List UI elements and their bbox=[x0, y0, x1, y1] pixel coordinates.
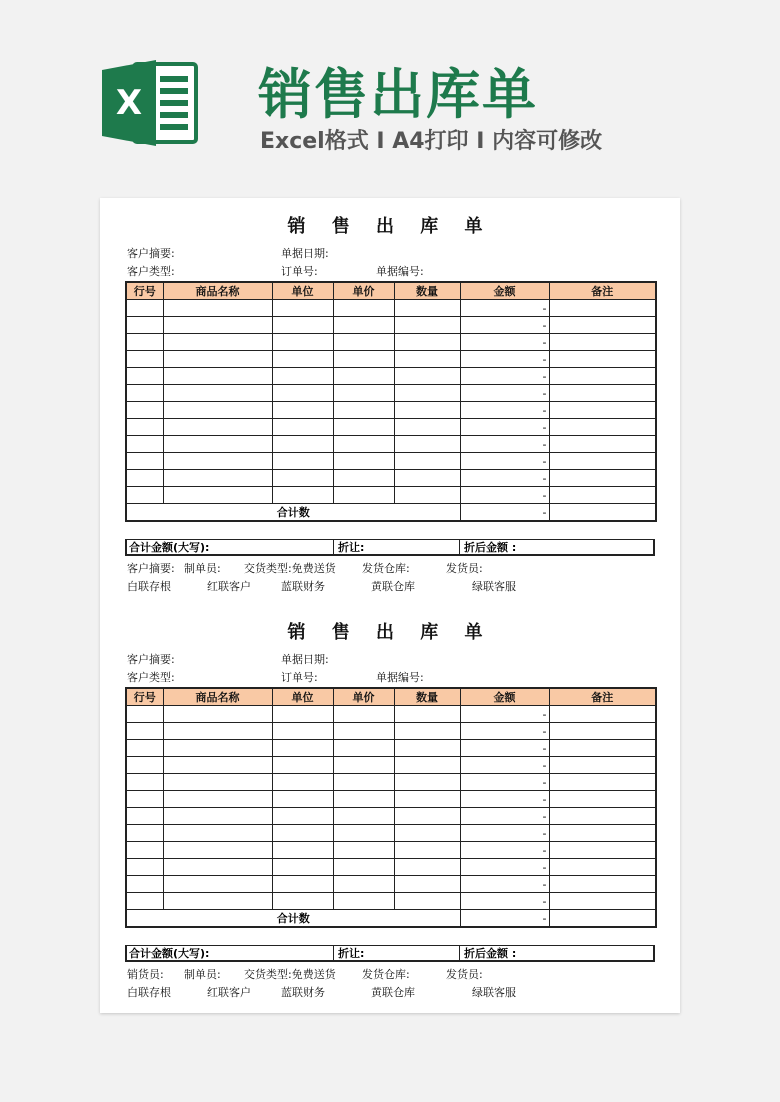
qty-cell[interactable] bbox=[394, 385, 460, 402]
note-cell[interactable] bbox=[549, 791, 656, 808]
table-row bbox=[126, 706, 656, 723]
amount-cell[interactable]: - bbox=[460, 859, 549, 876]
note-cell[interactable] bbox=[549, 706, 656, 723]
amount-cell[interactable]: - bbox=[460, 791, 549, 808]
qty-cell[interactable] bbox=[394, 334, 460, 351]
after-discount-label: 折后金额 : bbox=[464, 541, 517, 554]
note-cell[interactable] bbox=[549, 774, 656, 791]
row-no-cell[interactable] bbox=[126, 893, 163, 910]
qty-cell[interactable] bbox=[394, 723, 460, 740]
col-header: 备注 bbox=[549, 282, 656, 300]
delivery-form-2 bbox=[100, 604, 680, 999]
subtotal-amount: - bbox=[460, 504, 549, 522]
amount-cell[interactable]: - bbox=[460, 757, 549, 774]
col-header: 金额 bbox=[460, 282, 549, 300]
note-cell[interactable] bbox=[549, 842, 656, 859]
price-cell[interactable] bbox=[333, 487, 394, 504]
table-row bbox=[126, 385, 656, 402]
price-cell[interactable] bbox=[333, 385, 394, 402]
subtotal-note bbox=[549, 910, 656, 928]
row-no-cell[interactable] bbox=[126, 842, 163, 859]
product-cell[interactable] bbox=[163, 774, 272, 791]
amount-cell[interactable]: - bbox=[460, 876, 549, 893]
product-cell[interactable] bbox=[163, 419, 272, 436]
warehouse-label: 发货仓库: bbox=[362, 968, 410, 981]
qty-cell[interactable] bbox=[394, 893, 460, 910]
table-row bbox=[126, 453, 656, 470]
table-row bbox=[126, 842, 656, 859]
qty-cell[interactable] bbox=[394, 825, 460, 842]
price-cell[interactable] bbox=[333, 859, 394, 876]
banner-subtitle: Excel格式 I A4打印 I 内容可修改 bbox=[260, 129, 603, 154]
customer-type-label: 客户类型: bbox=[127, 671, 175, 684]
price-cell[interactable] bbox=[333, 436, 394, 453]
col-header: 商品名称 bbox=[163, 282, 272, 300]
product-cell[interactable] bbox=[163, 740, 272, 757]
signature-first-label: 客户摘要: bbox=[127, 562, 175, 575]
row-no-cell[interactable] bbox=[126, 419, 163, 436]
copy-green-label: 绿联客服 bbox=[472, 986, 516, 999]
row-no-cell[interactable] bbox=[126, 808, 163, 825]
price-cell[interactable] bbox=[333, 402, 394, 419]
note-cell[interactable] bbox=[549, 859, 656, 876]
maker-label: 制单员: bbox=[184, 968, 221, 981]
document-date-label: 单据日期: bbox=[281, 247, 329, 260]
subtotal-row bbox=[126, 910, 656, 928]
product-cell[interactable] bbox=[163, 368, 272, 385]
price-cell[interactable] bbox=[333, 300, 394, 317]
qty-cell[interactable] bbox=[394, 436, 460, 453]
subtotal-note bbox=[549, 504, 656, 522]
product-cell[interactable] bbox=[163, 706, 272, 723]
amount-cell[interactable]: - bbox=[460, 419, 549, 436]
amount-cell[interactable]: - bbox=[460, 402, 549, 419]
unit-cell[interactable] bbox=[272, 876, 333, 893]
table-row bbox=[126, 791, 656, 808]
product-cell[interactable] bbox=[163, 402, 272, 419]
col-header: 金额 bbox=[460, 688, 549, 706]
unit-cell[interactable] bbox=[272, 300, 333, 317]
note-cell[interactable] bbox=[549, 368, 656, 385]
table-header-row bbox=[126, 688, 656, 706]
qty-cell[interactable] bbox=[394, 300, 460, 317]
delivery-type-label: 交货类型:免费送货 bbox=[244, 968, 336, 981]
document-no-label: 单据编号: bbox=[376, 671, 424, 684]
table-row bbox=[126, 317, 656, 334]
note-cell[interactable] bbox=[549, 317, 656, 334]
note-cell[interactable] bbox=[549, 385, 656, 402]
col-header: 行号 bbox=[126, 282, 163, 300]
table-row bbox=[126, 740, 656, 757]
product-cell[interactable] bbox=[163, 876, 272, 893]
col-header: 单位 bbox=[272, 282, 333, 300]
product-cell[interactable] bbox=[163, 317, 272, 334]
note-cell[interactable] bbox=[549, 470, 656, 487]
product-cell[interactable] bbox=[163, 791, 272, 808]
product-cell[interactable] bbox=[163, 825, 272, 842]
row-no-cell[interactable] bbox=[126, 723, 163, 740]
note-cell[interactable] bbox=[549, 893, 656, 910]
unit-cell[interactable] bbox=[272, 808, 333, 825]
table-row bbox=[126, 300, 656, 317]
table-row bbox=[126, 470, 656, 487]
table-row bbox=[126, 859, 656, 876]
qty-cell[interactable] bbox=[394, 419, 460, 436]
unit-cell[interactable] bbox=[272, 740, 333, 757]
price-cell[interactable] bbox=[333, 757, 394, 774]
unit-cell[interactable] bbox=[272, 859, 333, 876]
table-row bbox=[126, 723, 656, 740]
copy-blue-label: 蓝联财务 bbox=[281, 580, 325, 593]
col-header: 单位 bbox=[272, 688, 333, 706]
qty-cell[interactable] bbox=[394, 453, 460, 470]
amount-cell[interactable]: - bbox=[460, 385, 549, 402]
subtotal-label: 合计数 bbox=[126, 504, 460, 522]
col-header: 商品名称 bbox=[163, 688, 272, 706]
col-header: 行号 bbox=[126, 688, 163, 706]
excel-logo-letter: X bbox=[115, 83, 143, 123]
amount-cell[interactable]: - bbox=[460, 300, 549, 317]
divider bbox=[459, 946, 460, 961]
note-cell[interactable] bbox=[549, 876, 656, 893]
note-cell[interactable] bbox=[549, 419, 656, 436]
col-header: 数量 bbox=[394, 282, 460, 300]
qty-cell[interactable] bbox=[394, 757, 460, 774]
product-cell[interactable] bbox=[163, 334, 272, 351]
product-cell[interactable] bbox=[163, 385, 272, 402]
excel-logo-icon bbox=[100, 56, 200, 150]
price-cell[interactable] bbox=[333, 774, 394, 791]
price-cell[interactable] bbox=[333, 419, 394, 436]
price-cell[interactable] bbox=[333, 453, 394, 470]
qty-cell[interactable] bbox=[394, 842, 460, 859]
table-row bbox=[126, 757, 656, 774]
form-title: 销 售 出 库 单 bbox=[287, 216, 493, 237]
price-cell[interactable] bbox=[333, 740, 394, 757]
row-no-cell[interactable] bbox=[126, 385, 163, 402]
qty-cell[interactable] bbox=[394, 402, 460, 419]
note-cell[interactable] bbox=[549, 300, 656, 317]
note-cell[interactable] bbox=[549, 402, 656, 419]
qty-cell[interactable] bbox=[394, 470, 460, 487]
copy-yellow-label: 黄联仓库 bbox=[371, 986, 415, 999]
row-no-cell[interactable] bbox=[126, 402, 163, 419]
note-cell[interactable] bbox=[549, 487, 656, 504]
row-no-cell[interactable] bbox=[126, 706, 163, 723]
maker-label: 制单员: bbox=[184, 562, 221, 575]
row-no-cell[interactable] bbox=[126, 740, 163, 757]
shipper-label: 发货员: bbox=[446, 562, 483, 575]
unit-cell[interactable] bbox=[272, 723, 333, 740]
amount-cell[interactable]: - bbox=[460, 436, 549, 453]
customer-type-label: 客户类型: bbox=[127, 265, 175, 278]
row-no-cell[interactable] bbox=[126, 317, 163, 334]
copy-green-label: 绿联客服 bbox=[472, 580, 516, 593]
document-sheet bbox=[100, 198, 680, 1013]
price-cell[interactable] bbox=[333, 876, 394, 893]
qty-cell[interactable] bbox=[394, 808, 460, 825]
total-uppercase-label: 合计金额(大写): bbox=[129, 541, 210, 554]
price-cell[interactable] bbox=[333, 334, 394, 351]
document-date-label: 单据日期: bbox=[281, 653, 329, 666]
row-no-cell[interactable] bbox=[126, 487, 163, 504]
row-no-cell[interactable] bbox=[126, 436, 163, 453]
table-row bbox=[126, 402, 656, 419]
amount-cell[interactable]: - bbox=[460, 334, 549, 351]
subtotal-label: 合计数 bbox=[126, 910, 460, 928]
qty-cell[interactable] bbox=[394, 859, 460, 876]
totals-row bbox=[125, 539, 655, 556]
row-no-cell[interactable] bbox=[126, 368, 163, 385]
row-no-cell[interactable] bbox=[126, 453, 163, 470]
copy-white-label: 白联存根 bbox=[127, 986, 171, 999]
qty-cell[interactable] bbox=[394, 876, 460, 893]
table-row bbox=[126, 876, 656, 893]
unit-cell[interactable] bbox=[272, 436, 333, 453]
items-table bbox=[125, 281, 657, 522]
qty-cell[interactable] bbox=[394, 487, 460, 504]
unit-cell[interactable] bbox=[272, 351, 333, 368]
unit-cell[interactable] bbox=[272, 706, 333, 723]
note-cell[interactable] bbox=[549, 334, 656, 351]
table-row bbox=[126, 351, 656, 368]
divider bbox=[333, 946, 334, 961]
row-no-cell[interactable] bbox=[126, 300, 163, 317]
product-cell[interactable] bbox=[163, 487, 272, 504]
price-cell[interactable] bbox=[333, 791, 394, 808]
row-no-cell[interactable] bbox=[126, 825, 163, 842]
note-cell[interactable] bbox=[549, 757, 656, 774]
delivery-form-1 bbox=[100, 198, 680, 593]
table-header-row bbox=[126, 282, 656, 300]
order-no-label: 订单号: bbox=[281, 671, 318, 684]
price-cell[interactable] bbox=[333, 317, 394, 334]
row-no-cell[interactable] bbox=[126, 774, 163, 791]
price-cell[interactable] bbox=[333, 368, 394, 385]
form-title: 销 售 出 库 单 bbox=[287, 622, 493, 643]
product-cell[interactable] bbox=[163, 757, 272, 774]
warehouse-label: 发货仓库: bbox=[362, 562, 410, 575]
document-no-label: 单据编号: bbox=[376, 265, 424, 278]
row-no-cell[interactable] bbox=[126, 859, 163, 876]
row-no-cell[interactable] bbox=[126, 876, 163, 893]
totals-row bbox=[125, 945, 655, 962]
qty-cell[interactable] bbox=[394, 791, 460, 808]
shipper-label: 发货员: bbox=[446, 968, 483, 981]
table-row bbox=[126, 487, 656, 504]
table-row bbox=[126, 419, 656, 436]
salesperson-label: 销货员: bbox=[127, 968, 164, 981]
row-no-cell[interactable] bbox=[126, 791, 163, 808]
note-cell[interactable] bbox=[549, 808, 656, 825]
col-header: 备注 bbox=[549, 688, 656, 706]
price-cell[interactable] bbox=[333, 893, 394, 910]
divider bbox=[459, 540, 460, 555]
unit-cell[interactable] bbox=[272, 791, 333, 808]
product-cell[interactable] bbox=[163, 351, 272, 368]
note-cell[interactable] bbox=[549, 436, 656, 453]
amount-cell[interactable]: - bbox=[460, 487, 549, 504]
product-cell[interactable] bbox=[163, 436, 272, 453]
table-row bbox=[126, 436, 656, 453]
product-cell[interactable] bbox=[163, 842, 272, 859]
order-no-label: 订单号: bbox=[281, 265, 318, 278]
product-cell[interactable] bbox=[163, 893, 272, 910]
amount-cell[interactable]: - bbox=[460, 893, 549, 910]
table-row bbox=[126, 774, 656, 791]
qty-cell[interactable] bbox=[394, 351, 460, 368]
product-cell[interactable] bbox=[163, 808, 272, 825]
unit-cell[interactable] bbox=[272, 453, 333, 470]
col-header: 数量 bbox=[394, 688, 460, 706]
unit-cell[interactable] bbox=[272, 842, 333, 859]
row-no-cell[interactable] bbox=[126, 470, 163, 487]
qty-cell[interactable] bbox=[394, 740, 460, 757]
divider bbox=[333, 540, 334, 555]
unit-cell[interactable] bbox=[272, 470, 333, 487]
unit-cell[interactable] bbox=[272, 487, 333, 504]
note-cell[interactable] bbox=[549, 351, 656, 368]
note-cell[interactable] bbox=[549, 825, 656, 842]
note-cell[interactable] bbox=[549, 453, 656, 470]
discount-label: 折让: bbox=[338, 541, 365, 554]
amount-cell[interactable]: - bbox=[460, 740, 549, 757]
note-cell[interactable] bbox=[549, 723, 656, 740]
after-discount-label: 折后金额 : bbox=[464, 947, 517, 960]
price-cell[interactable] bbox=[333, 842, 394, 859]
table-row bbox=[126, 893, 656, 910]
product-cell[interactable] bbox=[163, 470, 272, 487]
customer-summary-label: 客户摘要: bbox=[127, 653, 175, 666]
unit-cell[interactable] bbox=[272, 774, 333, 791]
amount-cell[interactable]: - bbox=[460, 453, 549, 470]
amount-cell[interactable]: - bbox=[460, 825, 549, 842]
price-cell[interactable] bbox=[333, 825, 394, 842]
customer-summary-label: 客户摘要: bbox=[127, 247, 175, 260]
row-no-cell[interactable] bbox=[126, 757, 163, 774]
unit-cell[interactable] bbox=[272, 317, 333, 334]
copy-white-label: 白联存根 bbox=[127, 580, 171, 593]
unit-cell[interactable] bbox=[272, 825, 333, 842]
qty-cell[interactable] bbox=[394, 774, 460, 791]
product-cell[interactable] bbox=[163, 453, 272, 470]
copy-yellow-label: 黄联仓库 bbox=[371, 580, 415, 593]
subtotal-amount: - bbox=[460, 910, 549, 928]
product-cell[interactable] bbox=[163, 300, 272, 317]
unit-cell[interactable] bbox=[272, 757, 333, 774]
qty-cell[interactable] bbox=[394, 368, 460, 385]
amount-cell[interactable]: - bbox=[460, 706, 549, 723]
qty-cell[interactable] bbox=[394, 317, 460, 334]
price-cell[interactable] bbox=[333, 470, 394, 487]
delivery-type-label: 交货类型:免费送货 bbox=[244, 562, 336, 575]
amount-cell[interactable]: - bbox=[460, 470, 549, 487]
table-row bbox=[126, 368, 656, 385]
col-header: 单价 bbox=[333, 688, 394, 706]
subtotal-row bbox=[126, 504, 656, 522]
price-cell[interactable] bbox=[333, 351, 394, 368]
row-no-cell[interactable] bbox=[126, 334, 163, 351]
amount-cell[interactable]: - bbox=[460, 808, 549, 825]
unit-cell[interactable] bbox=[272, 893, 333, 910]
copy-red-label: 红联客户 bbox=[207, 580, 251, 593]
amount-cell[interactable]: - bbox=[460, 842, 549, 859]
price-cell[interactable] bbox=[333, 723, 394, 740]
items-table bbox=[125, 687, 657, 928]
amount-cell[interactable]: - bbox=[460, 368, 549, 385]
discount-label: 折让: bbox=[338, 947, 365, 960]
col-header: 单价 bbox=[333, 282, 394, 300]
copy-red-label: 红联客户 bbox=[207, 986, 251, 999]
copy-blue-label: 蓝联财务 bbox=[281, 986, 325, 999]
table-row bbox=[126, 825, 656, 842]
amount-cell[interactable]: - bbox=[460, 351, 549, 368]
unit-cell[interactable] bbox=[272, 368, 333, 385]
product-cell[interactable] bbox=[163, 859, 272, 876]
qty-cell[interactable] bbox=[394, 706, 460, 723]
price-cell[interactable] bbox=[333, 706, 394, 723]
banner-title: 销售出库单 bbox=[258, 63, 538, 126]
price-cell[interactable] bbox=[333, 808, 394, 825]
unit-cell[interactable] bbox=[272, 334, 333, 351]
table-row bbox=[126, 808, 656, 825]
table-row bbox=[126, 334, 656, 351]
unit-cell[interactable] bbox=[272, 419, 333, 436]
amount-cell[interactable]: - bbox=[460, 723, 549, 740]
unit-cell[interactable] bbox=[272, 385, 333, 402]
amount-cell[interactable]: - bbox=[460, 774, 549, 791]
total-uppercase-label: 合计金额(大写): bbox=[129, 947, 210, 960]
row-no-cell[interactable] bbox=[126, 351, 163, 368]
unit-cell[interactable] bbox=[272, 402, 333, 419]
amount-cell[interactable]: - bbox=[460, 317, 549, 334]
product-cell[interactable] bbox=[163, 723, 272, 740]
note-cell[interactable] bbox=[549, 740, 656, 757]
